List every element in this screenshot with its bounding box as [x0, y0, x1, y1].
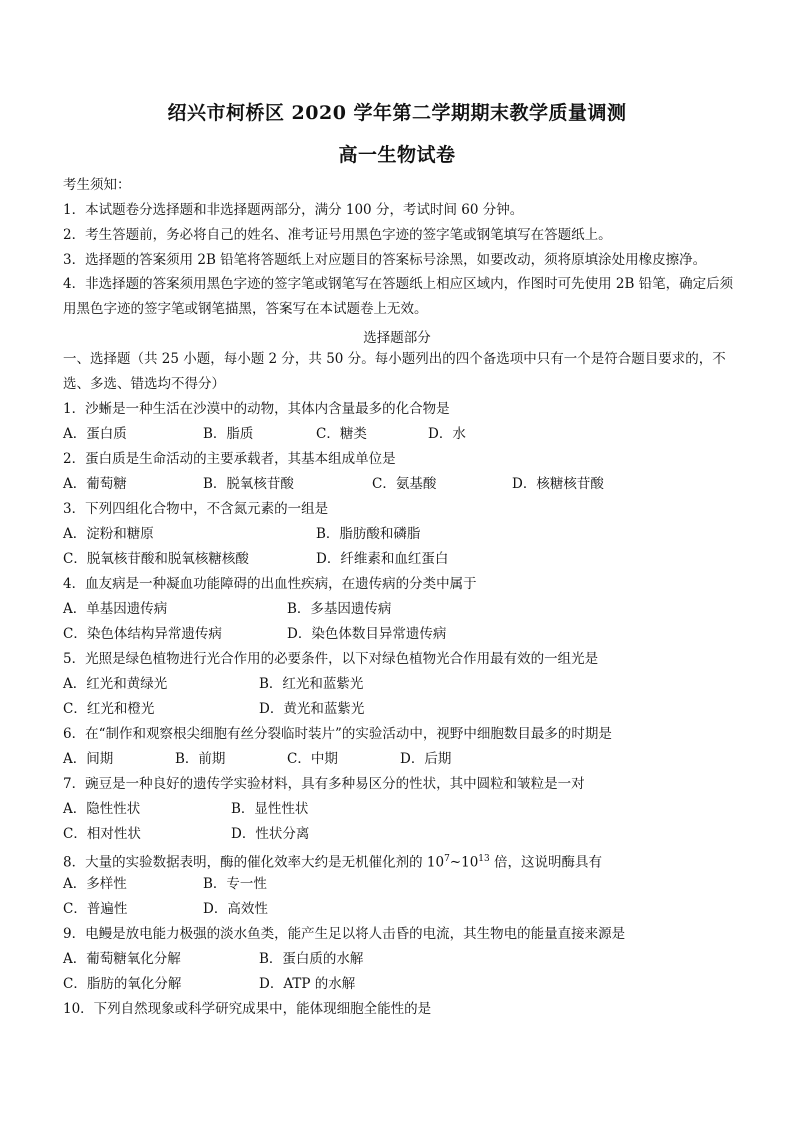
question-9-option-d: D．ATP 的水解 — [259, 976, 356, 992]
question-4-stem: 4．血友病是一种凝血功能障碍的出血性疾病，在遗传病的分类中属于 — [63, 576, 477, 592]
exam-subtitle: 高一生物试卷 — [338, 144, 456, 166]
question-1-option-a: A．蛋白质 — [63, 426, 127, 442]
question-4-option-a: A．单基因遗传病 — [63, 601, 168, 617]
question-8-option-a: A．多样性 — [63, 876, 127, 892]
question-7-option-d: D．性状分离 — [231, 826, 310, 842]
question-3-stem: 3．下列四组化合物中，不含氮元素的一组是 — [63, 501, 329, 517]
notice-item-2: 2．考生答题前，务必将自己的姓名、准考证号用黑色字迹的签字笔或钢笔填写在答题纸上。 — [63, 227, 612, 243]
question-2-option-a: A．葡萄糖 — [63, 476, 127, 492]
notice-item-3: 3．选择题的答案须用 2B 铅笔将答题纸上对应题目的答案标号涂黑，如要改动，须将原填涂处用橡皮擦净。 — [63, 252, 707, 268]
question-2-option-c: C．氨基酸 — [372, 476, 437, 492]
question-3-option-c: C．脱氧核苷酸和脱氧核糖核酸 — [63, 551, 249, 567]
question-8-stem-post: 倍，这说明酶具有 — [489, 854, 603, 871]
question-1-option-c: C．糖类 — [316, 426, 367, 442]
question-10-stem: 10．下列自然现象或科学研究成果中，能体现细胞全能性的是 — [63, 1001, 432, 1017]
section-label: 选择题部分 — [363, 330, 431, 346]
question-8-exponent-high: 13 — [478, 854, 490, 864]
question-5-option-d: D．黄光和蓝紫光 — [259, 701, 365, 717]
question-2-stem: 2．蛋白质是生命活动的主要承载者，其基本组成单位是 — [63, 451, 396, 467]
question-3-option-b: B．脂肪酸和磷脂 — [316, 526, 421, 542]
section-intro: 一、选择题（共 25 小题，每小题 2 分，共 50 分。每小题列出的四个备选项中只有一个是符合题目要求的，不选、多选、错选均不得分） — [63, 351, 726, 392]
question-8-stem-mid: ~10 — [449, 854, 479, 871]
question-8-stem-pre: 8．大量的实验数据表明，酶的催化效率大约是无机催化剂的 10 — [63, 854, 445, 871]
question-9-option-b: B．蛋白质的水解 — [259, 951, 364, 967]
question-5-option-c: C．红光和橙光 — [63, 701, 155, 717]
question-4-option-d: D．染色体数目异常遗传病 — [287, 626, 447, 642]
question-8-exponent-low: 7 — [444, 854, 450, 864]
question-3-option-d: D．纤维素和血红蛋白 — [316, 551, 449, 567]
question-8-option-c: C．普遍性 — [63, 901, 128, 917]
question-4-option-b: B．多基因遗传病 — [287, 601, 392, 617]
question-9-stem: 9．电鳗是放电能力极强的淡水鱼类，能产生足以将人击昏的电流，其生物电的能量直接来源是 — [63, 926, 626, 942]
question-8-option-b: B．专一性 — [203, 876, 267, 892]
question-7-option-a: A．隐性性状 — [63, 801, 141, 817]
question-4-option-c: C．染色体结构异常遗传病 — [63, 626, 222, 642]
question-2-option-d: D．核糖核苷酸 — [512, 476, 604, 492]
notice-item-4: 4．非选择题的答案须用黑色字迹的签字笔或钢笔写在答题纸上相应区域内，作图时可先使用 2B 铅笔，确定后须用黑色字迹的签字笔或钢笔描黑，答案写在本试题卷上无效。 — [63, 276, 734, 317]
question-6-option-c: C．中期 — [287, 751, 338, 767]
exam-title: 绍兴市柯桥区 2020 学年第二学期期末教学质量调测 — [167, 102, 627, 124]
question-7-option-b: B．显性性状 — [231, 801, 309, 817]
question-5-option-a: A．红光和黄绿光 — [63, 676, 168, 692]
question-8-stem — [63, 850, 602, 872]
question-6-option-a: A．间期 — [63, 751, 114, 767]
notice-heading: 考生须知： — [63, 177, 131, 193]
notice-item-1: 1．本试题卷分选择题和非选择题两部分，满分 100 分，考试时间 60 分钟。 — [63, 202, 524, 218]
question-7-option-c: C．相对性状 — [63, 826, 141, 842]
question-6-option-d: D．后期 — [400, 751, 452, 767]
question-1-option-b: B．脂质 — [203, 426, 254, 442]
question-8-option-d: D．高效性 — [203, 901, 268, 917]
question-5-stem: 5．光照是绿色植物进行光合作用的必要条件，以下对绿色植物光合作用最有效的一组光是 — [63, 651, 599, 667]
question-6-option-b: B．前期 — [175, 751, 226, 767]
question-1-option-d: D．水 — [428, 426, 466, 442]
question-9-option-c: C．脂肪的氧化分解 — [63, 976, 182, 992]
question-9-option-a: A．葡萄糖氧化分解 — [63, 951, 181, 967]
question-2-option-b: B．脱氧核苷酸 — [203, 476, 294, 492]
question-5-option-b: B．红光和蓝紫光 — [259, 676, 364, 692]
question-1-stem: 1．沙蜥是一种生活在沙漠中的动物，其体内含量最多的化合物是 — [63, 401, 450, 417]
question-3-option-a: A．淀粉和糖原 — [63, 526, 154, 542]
question-7-stem: 7．豌豆是一种良好的遗传学实验材料，具有多种易区分的性状，其中圆粒和皱粒是一对 — [63, 776, 585, 792]
question-6-stem: 6．在“制作和观察根尖细胞有丝分裂临时装片”的实验活动中，视野中细胞数目最多的时期是 — [63, 726, 612, 742]
